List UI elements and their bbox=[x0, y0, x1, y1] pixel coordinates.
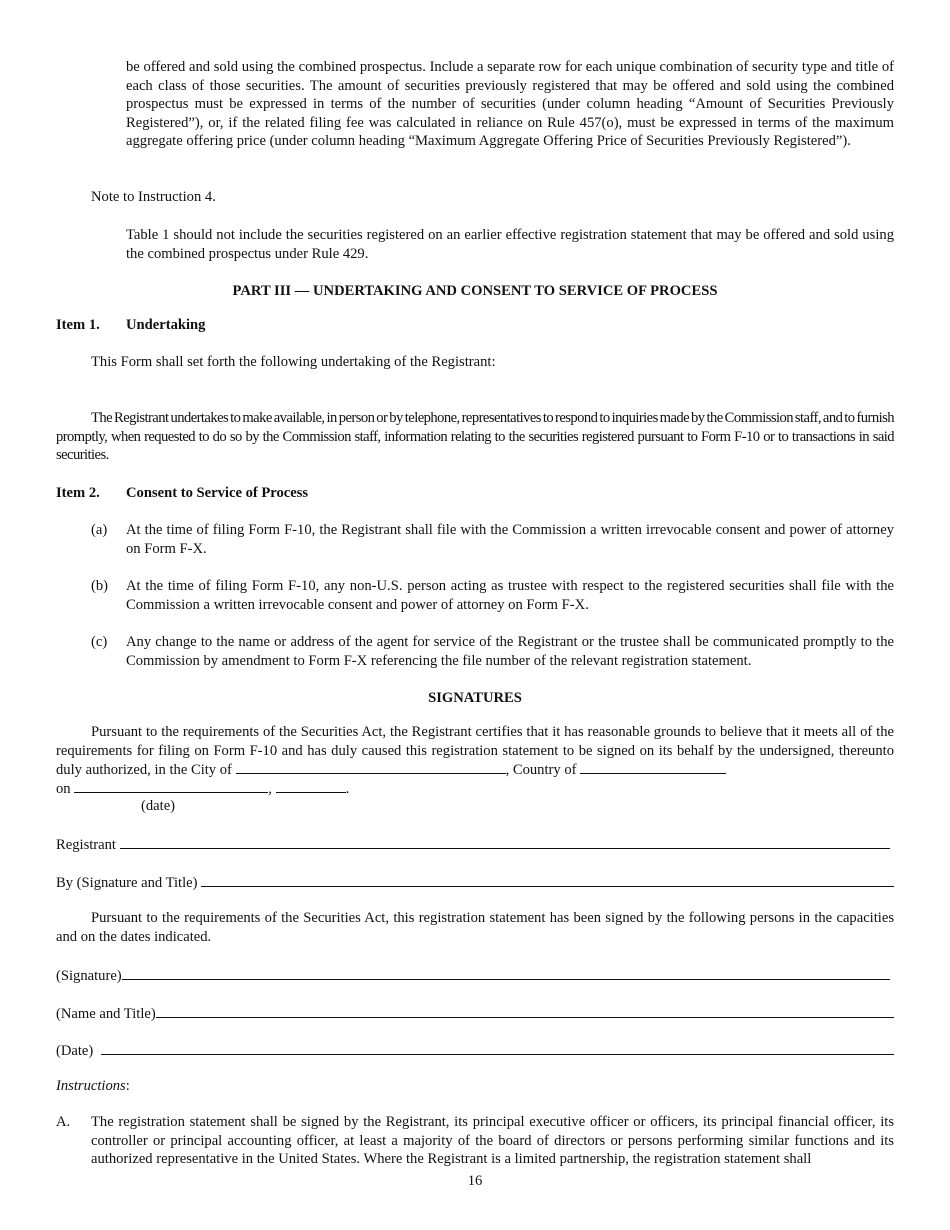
item2-a-label: (a) bbox=[91, 522, 108, 538]
date-signed-blank[interactable] bbox=[101, 1040, 894, 1055]
item2-b-label: (b) bbox=[91, 578, 109, 594]
signature-blank[interactable] bbox=[122, 965, 890, 980]
note-heading: Note to Instruction 4. bbox=[91, 189, 216, 205]
name-title-line bbox=[56, 1003, 894, 1024]
item1-intro: This Form shall set forth the following undertaking of the Registrant: bbox=[91, 354, 496, 370]
instructions-heading bbox=[56, 1077, 130, 1096]
by-signature-line bbox=[56, 872, 894, 893]
instructions-title: Instructions bbox=[56, 1078, 126, 1094]
signatures-certification bbox=[56, 723, 894, 780]
registrant-label: Registrant bbox=[56, 837, 116, 853]
signatures-title: SIGNATURES bbox=[428, 690, 522, 706]
instruction-continuation: be offered and sold using the combined prospectus. Include a separate row for each unique combination of security type and title of each class of those securities. The amount of securities previously registered that may be offered and sold using the combined prospectus must be expressed in terms of the number of securities (under column heading “Amount of Securities Previously Registered”), or, if the related filing fee was calculated in reliance on Rule 457(o), must be expressed in terms of the maximum aggregate offering price (under column heading “Maximum Aggregate Offering Price of Securities Previously Registered”). bbox=[126, 59, 894, 150]
on-label: on bbox=[56, 781, 71, 797]
date-blank[interactable] bbox=[74, 779, 268, 793]
item2-b-text: At the time of filing Form F-10, any non-U.S. person acting as trustee with respect to the registered securities shall file with the Commission a written irrevocable consent and power of attorney on Form F-X. bbox=[126, 578, 894, 613]
by-signature-blank[interactable] bbox=[201, 872, 894, 887]
date-line bbox=[56, 779, 556, 799]
instruction-a-label: A. bbox=[56, 1114, 71, 1130]
item1-undertaking-text bbox=[56, 409, 894, 465]
date-comma: , bbox=[268, 781, 272, 797]
page-number: 16 bbox=[467, 1173, 483, 1189]
item2-c-label: (c) bbox=[91, 634, 108, 650]
signature-line bbox=[56, 965, 894, 986]
date-signed-label: (Date) bbox=[56, 1043, 94, 1059]
signature-label: (Signature) bbox=[56, 968, 122, 984]
date-period: . bbox=[345, 781, 350, 797]
registrant-line bbox=[56, 834, 894, 855]
country-blank[interactable] bbox=[580, 760, 726, 774]
city-blank[interactable] bbox=[236, 760, 506, 774]
item2-a-text: At the time of filing Form F-10, the Registrant shall file with the Commission a written irrevocable consent and power of attorney on Form F-X. bbox=[126, 522, 894, 557]
item2-number: Item 2. bbox=[56, 485, 100, 501]
by-signature-label: By (Signature and Title) bbox=[56, 875, 198, 891]
instruction-a-text: The registration statement shall be signed by the Registrant, its principal executive officer or officers, its principal financial officer, its controller or principal accounting officer, at least a majority of the board of directors or persons performing similar functions and its authorized representative in the United States. Where the Registrant is a limited partnership, the registration statement shall bbox=[91, 1114, 894, 1168]
instructions-colon: : bbox=[125, 1078, 130, 1094]
name-title-label: (Name and Title) bbox=[56, 1006, 156, 1022]
date-caption: (date) bbox=[141, 798, 176, 814]
item1-title: Undertaking bbox=[126, 317, 206, 333]
certification-text: Pursuant to the requirements of the Securities Act, the Registrant certifies that it has reasonable grounds to believe that it meets all of the requirements for filing on Form F-10 and has duly caused this registration statement to be signed on its behalf by the undersigned, thereunto duly authorized, in the City of bbox=[56, 724, 894, 779]
item2-c-text: Any change to the name or address of the agent for service of the Registrant or the trustee shall be communicated promptly to the Commission by amendment to Form F-X referencing the file number of the relevant registration statement. bbox=[126, 634, 894, 669]
date-signed-line bbox=[56, 1040, 894, 1061]
part3-title: PART III — UNDERTAKING AND CONSENT TO SERVICE OF PROCESS bbox=[232, 283, 718, 299]
item1-number: Item 1. bbox=[56, 317, 100, 333]
item2-heading bbox=[56, 484, 308, 503]
note-text: Table 1 should not include the securities registered on an earlier effective registration statement that may be offered and sold using the combined prospectus under Rule 429. bbox=[126, 227, 894, 262]
item1-undertaking-body: The Registrant undertakes to make available, in person or by telephone, representatives to respond to inquiries made by the Commission staff, and to furnish promptly, when requested to do so by the Commission staff, information relating to the securities registered pursuant to Form F-10 or to transactions in said securities. bbox=[56, 410, 894, 464]
signatures-capacities-text: Pursuant to the requirements of the Securities Act, this registration statement has been signed by the following persons in the capacities and on the dates indicated. bbox=[56, 910, 894, 945]
year-blank[interactable] bbox=[276, 779, 346, 793]
item1-heading bbox=[56, 316, 205, 335]
name-title-blank[interactable] bbox=[156, 1003, 894, 1018]
registrant-blank[interactable] bbox=[120, 834, 890, 849]
country-label: , Country of bbox=[505, 762, 577, 779]
item2-title: Consent to Service of Process bbox=[126, 485, 309, 501]
